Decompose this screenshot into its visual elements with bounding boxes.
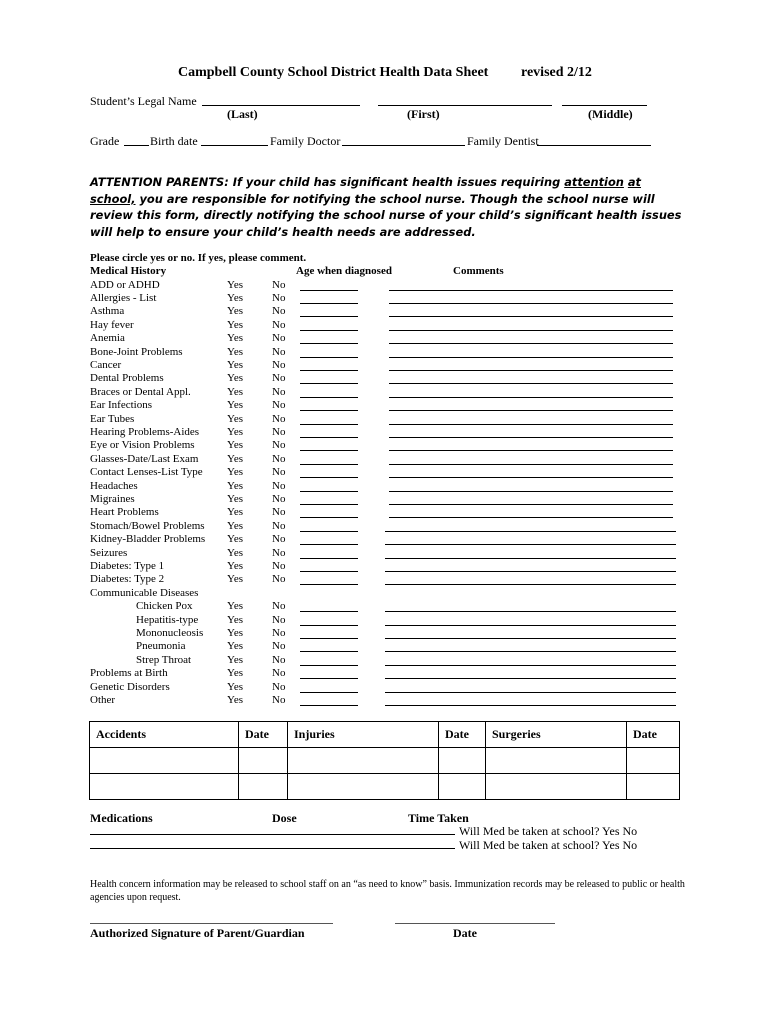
birth-date-field[interactable] <box>201 145 268 146</box>
age-diagnosed-field[interactable] <box>300 357 358 358</box>
surgeries-cell[interactable] <box>486 774 627 800</box>
condition-label: Genetic Disorders <box>90 680 170 693</box>
comments-field[interactable] <box>389 290 673 291</box>
medical-history-row <box>0 372 770 385</box>
medical-history-row <box>0 533 770 546</box>
no-option[interactable]: No <box>272 559 286 572</box>
age-diagnosed-field[interactable] <box>300 424 358 425</box>
yes-option[interactable]: Yes <box>227 680 244 693</box>
history-table-header <box>90 722 680 748</box>
age-diagnosed-field[interactable] <box>300 531 358 532</box>
condition-label: Cancer <box>90 358 122 371</box>
comments-field[interactable] <box>389 383 673 384</box>
yes-option[interactable]: Yes <box>227 385 244 398</box>
yes-option[interactable]: Yes <box>227 278 244 291</box>
comments-field[interactable] <box>389 410 673 411</box>
grade-label: Grade <box>90 134 120 148</box>
condition-label: Headaches <box>90 479 138 492</box>
comments-field[interactable] <box>385 678 676 679</box>
med-at-school-question-2[interactable]: Will Med be taken at school? Yes No <box>459 838 638 852</box>
age-diagnosed-field[interactable] <box>300 571 358 572</box>
no-option[interactable]: No <box>272 680 286 693</box>
dose-heading: Dose <box>272 811 297 825</box>
comments-field[interactable] <box>385 611 676 612</box>
no-option[interactable]: No <box>272 305 286 318</box>
condition-label: Contact Lenses-List Type <box>90 466 203 479</box>
age-diagnosed-field[interactable] <box>300 638 358 639</box>
age-diagnosed-field[interactable] <box>300 558 358 559</box>
family-dentist-field[interactable] <box>537 145 651 146</box>
yes-option[interactable]: Yes <box>227 600 244 613</box>
condition-label: Mononucleosis <box>136 626 204 639</box>
comments-field[interactable] <box>389 424 673 425</box>
age-diagnosed-field[interactable] <box>300 290 358 291</box>
age-diagnosed-field[interactable] <box>300 450 358 451</box>
attention-underline-1: attention <box>564 175 624 189</box>
medical-history-row <box>0 573 770 586</box>
condition-label: Hearing Problems-Aides <box>90 425 200 438</box>
no-option[interactable]: No <box>272 519 286 532</box>
release-notice: Health concern information may be released to school staff on an “as need to know” basis. Immunization records may be released to public or health agencies upon request. <box>90 879 685 903</box>
age-diagnosed-field[interactable] <box>300 410 358 411</box>
age-diagnosed-field[interactable] <box>300 544 358 545</box>
medical-history-row <box>0 279 770 292</box>
condition-label: Hay fever <box>90 318 134 331</box>
middle-name-field[interactable] <box>562 105 647 106</box>
condition-label: Bone-Joint Problems <box>90 345 183 358</box>
medical-history-row <box>0 681 770 694</box>
history-table <box>89 721 680 800</box>
medical-history-row <box>0 305 770 318</box>
age-diagnosed-field[interactable] <box>300 651 358 652</box>
injuries-cell[interactable] <box>288 748 439 774</box>
family-doctor-field[interactable] <box>342 145 465 146</box>
legal-name-label: Student’s Legal Name <box>90 94 197 108</box>
no-option[interactable]: No <box>272 385 286 398</box>
yes-option[interactable]: Yes <box>227 358 244 371</box>
injuries-date-cell[interactable] <box>439 748 486 774</box>
condition-label: ADD or ADHD <box>90 278 160 291</box>
family-doctor-label: Family Doctor <box>270 134 341 148</box>
surgeries-date-cell[interactable] <box>627 774 680 800</box>
yes-option[interactable]: Yes <box>227 305 244 318</box>
accidents-date-header: Date <box>239 722 288 748</box>
injuries-cell[interactable] <box>288 774 439 800</box>
medical-history-row <box>0 332 770 345</box>
yes-option[interactable]: Yes <box>227 425 244 438</box>
no-option[interactable]: No <box>272 291 286 304</box>
comments-heading: Comments <box>453 265 504 277</box>
medical-history-row <box>0 399 770 412</box>
condition-label: Hepatitis-type <box>136 613 199 626</box>
age-diagnosed-field[interactable] <box>300 303 358 304</box>
no-option[interactable]: No <box>272 533 286 546</box>
medical-history-row <box>0 292 770 305</box>
surgeries-date-cell[interactable] <box>627 748 680 774</box>
surgeries-cell[interactable] <box>486 748 627 774</box>
attention-text-2: you are responsible for notifying the school nurse. Though the school nurse will review this form, directly notifying the school nurse of your child’s significant health issues will help to ensure your child’s health needs are addressed. <box>90 191 682 239</box>
condition-label: Stomach/Bowel Problems <box>90 519 205 532</box>
comments-field[interactable] <box>385 584 676 585</box>
surgeries-date-header: Date <box>627 722 680 748</box>
no-option[interactable]: No <box>272 332 286 345</box>
no-option[interactable]: No <box>272 452 286 465</box>
condition-label: Strep Throat <box>136 653 192 666</box>
comments-field[interactable] <box>385 625 676 626</box>
age-diagnosed-field[interactable] <box>300 330 358 331</box>
medical-history-row <box>0 319 770 332</box>
attention-underline-2: at school, <box>90 175 642 206</box>
surgeries-header: Surgeries <box>486 722 627 748</box>
comments-field[interactable] <box>385 638 676 639</box>
age-diagnosed-field[interactable] <box>300 611 358 612</box>
medication-line-1[interactable] <box>90 834 455 835</box>
last-name-field[interactable] <box>202 105 360 106</box>
yes-option[interactable]: Yes <box>227 573 244 586</box>
medical-history-group-label <box>0 587 770 600</box>
condition-label: Allergies - List <box>90 291 157 304</box>
age-diagnosed-field[interactable] <box>300 665 358 666</box>
medical-history-row <box>0 359 770 372</box>
medication-line-2[interactable] <box>90 848 455 849</box>
yes-option[interactable]: Yes <box>227 452 244 465</box>
condition-label: Communicable Diseases <box>90 586 199 599</box>
medical-history-row <box>0 493 770 506</box>
no-option[interactable]: No <box>272 345 286 358</box>
medical-history-row <box>0 547 770 560</box>
last-label: (Last) <box>227 107 258 121</box>
condition-label: Asthma <box>90 305 125 318</box>
accidents-cell[interactable] <box>90 748 239 774</box>
yes-option[interactable]: Yes <box>227 546 244 559</box>
age-diagnosed-field[interactable] <box>300 316 358 317</box>
medical-history-row <box>0 520 770 533</box>
comments-field[interactable] <box>385 544 676 545</box>
no-option[interactable]: No <box>272 640 286 653</box>
age-diagnosed-field[interactable] <box>300 477 358 478</box>
no-option[interactable]: No <box>272 412 286 425</box>
medical-history-row <box>0 439 770 452</box>
yes-option[interactable]: Yes <box>227 399 244 412</box>
condition-label: Ear Infections <box>90 399 152 412</box>
history-table-row <box>90 748 680 774</box>
no-option[interactable]: No <box>272 693 286 706</box>
comments-field[interactable] <box>385 571 676 572</box>
comments-field[interactable] <box>389 316 673 317</box>
yes-option[interactable]: Yes <box>227 492 244 505</box>
comments-field[interactable] <box>385 651 676 652</box>
comments-field[interactable] <box>389 330 673 331</box>
condition-label: Eye or Vision Problems <box>90 439 195 452</box>
comments-field[interactable] <box>389 370 673 371</box>
birth-date-label: Birth date <box>150 134 198 148</box>
comments-field[interactable] <box>389 343 673 344</box>
signature-label: Authorized Signature of Parent/Guardian <box>90 926 305 940</box>
no-option[interactable]: No <box>272 479 286 492</box>
comments-field[interactable] <box>389 517 673 518</box>
history-table-row <box>90 774 680 800</box>
no-option[interactable]: No <box>272 318 286 331</box>
no-option[interactable]: No <box>272 372 286 385</box>
yes-option[interactable]: Yes <box>227 466 244 479</box>
injuries-date-header: Date <box>439 722 486 748</box>
medical-history-row <box>0 480 770 493</box>
no-option[interactable]: No <box>272 425 286 438</box>
age-diagnosed-field[interactable] <box>300 370 358 371</box>
medical-history-row <box>0 346 770 359</box>
age-diagnosed-field[interactable] <box>300 397 358 398</box>
attention-text-1: If your child has significant health issues requiring <box>228 175 565 189</box>
no-option[interactable]: No <box>272 466 286 479</box>
medical-history-row <box>0 600 770 613</box>
age-diagnosed-field[interactable] <box>300 504 358 505</box>
condition-label: Braces or Dental Appl. <box>90 385 191 398</box>
no-option[interactable]: No <box>272 439 286 452</box>
attention-lead: ATTENTION PARENTS: <box>90 175 229 189</box>
medical-history-row <box>0 466 770 479</box>
condition-label: Chicken Pox <box>136 600 193 613</box>
medical-history-row <box>0 453 770 466</box>
comments-field[interactable] <box>389 464 673 465</box>
revision-label: revised 2/12 <box>521 65 592 80</box>
age-diagnosed-field[interactable] <box>300 584 358 585</box>
no-option[interactable]: No <box>272 653 286 666</box>
no-option[interactable]: No <box>272 613 286 626</box>
medical-history-row <box>0 654 770 667</box>
no-option[interactable]: No <box>272 506 286 519</box>
age-diagnosed-heading: Age when diagnosed <box>296 265 392 277</box>
medical-history-row <box>0 667 770 680</box>
yes-option[interactable]: Yes <box>227 318 244 331</box>
no-option[interactable]: No <box>272 626 286 639</box>
age-diagnosed-field[interactable] <box>300 692 358 693</box>
medical-history-row <box>0 640 770 653</box>
yes-option[interactable]: Yes <box>227 613 244 626</box>
medical-history-row <box>0 614 770 627</box>
condition-label: Other <box>90 693 116 706</box>
age-diagnosed-field[interactable] <box>300 437 358 438</box>
injuries-date-cell[interactable] <box>439 774 486 800</box>
yes-option[interactable]: Yes <box>227 439 244 452</box>
age-diagnosed-field[interactable] <box>300 625 358 626</box>
age-diagnosed-field[interactable] <box>300 705 358 706</box>
signature-field[interactable] <box>90 923 333 924</box>
age-diagnosed-field[interactable] <box>300 464 358 465</box>
condition-label: Heart Problems <box>90 506 159 519</box>
accidents-header: Accidents <box>90 722 239 748</box>
middle-label: (Middle) <box>588 107 633 121</box>
comments-field[interactable] <box>389 437 673 438</box>
yes-option[interactable]: Yes <box>227 559 244 572</box>
medical-history-row <box>0 413 770 426</box>
comments-field[interactable] <box>385 692 676 693</box>
comments-field[interactable] <box>389 357 673 358</box>
yes-option[interactable]: Yes <box>227 412 244 425</box>
no-option[interactable]: No <box>272 573 286 586</box>
condition-label: Pneumonia <box>136 640 186 653</box>
no-option[interactable]: No <box>272 492 286 505</box>
comments-field[interactable] <box>389 477 673 478</box>
medical-history-heading: Medical History <box>90 265 167 277</box>
medications-heading: Medications <box>90 811 153 825</box>
medical-history-row <box>0 694 770 707</box>
comments-field[interactable] <box>385 531 676 532</box>
yes-option[interactable]: Yes <box>227 693 244 706</box>
yes-option[interactable]: Yes <box>227 626 244 639</box>
age-diagnosed-field[interactable] <box>300 678 358 679</box>
condition-label: Ear Tubes <box>90 412 135 425</box>
first-name-field[interactable] <box>378 105 552 106</box>
condition-label: Dental Problems <box>90 372 164 385</box>
age-diagnosed-field[interactable] <box>300 491 358 492</box>
yes-option[interactable]: Yes <box>227 640 244 653</box>
yes-option[interactable]: Yes <box>227 667 244 680</box>
condition-label: Diabetes: Type 1 <box>90 559 165 572</box>
accidents-date-cell[interactable] <box>239 748 288 774</box>
condition-label: Problems at Birth <box>90 667 168 680</box>
comments-field[interactable] <box>389 450 673 451</box>
medical-history-row <box>0 506 770 519</box>
yes-option[interactable]: Yes <box>227 506 244 519</box>
comments-field[interactable] <box>385 665 676 666</box>
yes-option[interactable]: Yes <box>227 372 244 385</box>
condition-label: Migraines <box>90 492 135 505</box>
accidents-date-cell[interactable] <box>239 774 288 800</box>
yes-option[interactable]: Yes <box>227 332 244 345</box>
yes-option[interactable]: Yes <box>227 533 244 546</box>
med-at-school-question-1[interactable]: Will Med be taken at school? Yes No <box>459 824 638 838</box>
condition-label: Seizures <box>90 546 128 559</box>
signature-date-field[interactable] <box>395 923 555 924</box>
time-taken-heading: Time Taken <box>408 811 469 825</box>
no-option[interactable]: No <box>272 358 286 371</box>
no-option[interactable]: No <box>272 667 286 680</box>
yes-option[interactable]: Yes <box>227 345 244 358</box>
comments-field[interactable] <box>385 558 676 559</box>
family-dentist-label: Family Dentist <box>467 134 539 148</box>
medical-history-row <box>0 627 770 640</box>
grade-field[interactable] <box>124 145 149 146</box>
no-option[interactable]: No <box>272 278 286 291</box>
medical-instructions: Please circle yes or no. If yes, please comment. <box>90 252 307 264</box>
age-diagnosed-field[interactable] <box>300 343 358 344</box>
condition-label: Anemia <box>90 332 125 345</box>
medical-history-row <box>0 560 770 573</box>
no-option[interactable]: No <box>272 600 286 613</box>
age-diagnosed-field[interactable] <box>300 383 358 384</box>
yes-option[interactable]: Yes <box>227 479 244 492</box>
attention-notice <box>90 174 690 240</box>
age-diagnosed-field[interactable] <box>300 517 358 518</box>
injuries-header: Injuries <box>288 722 439 748</box>
no-option[interactable]: No <box>272 546 286 559</box>
signature-date-label: Date <box>453 926 477 940</box>
yes-option[interactable]: Yes <box>227 291 244 304</box>
form-title: Campbell County School District Health Data Sheet <box>178 65 489 80</box>
condition-label: Diabetes: Type 2 <box>90 573 165 586</box>
accidents-cell[interactable] <box>90 774 239 800</box>
no-option[interactable]: No <box>272 399 286 412</box>
comments-field[interactable] <box>389 491 673 492</box>
comments-field[interactable] <box>389 504 673 505</box>
comments-field[interactable] <box>389 303 673 304</box>
comments-field[interactable] <box>385 705 676 706</box>
comments-field[interactable] <box>389 397 673 398</box>
yes-option[interactable]: Yes <box>227 653 244 666</box>
yes-option[interactable]: Yes <box>227 519 244 532</box>
medical-history-row <box>0 386 770 399</box>
condition-label: Kidney-Bladder Problems <box>90 533 206 546</box>
medical-history-row <box>0 426 770 439</box>
first-label: (First) <box>407 107 440 121</box>
condition-label: Glasses-Date/Last Exam <box>90 452 199 465</box>
